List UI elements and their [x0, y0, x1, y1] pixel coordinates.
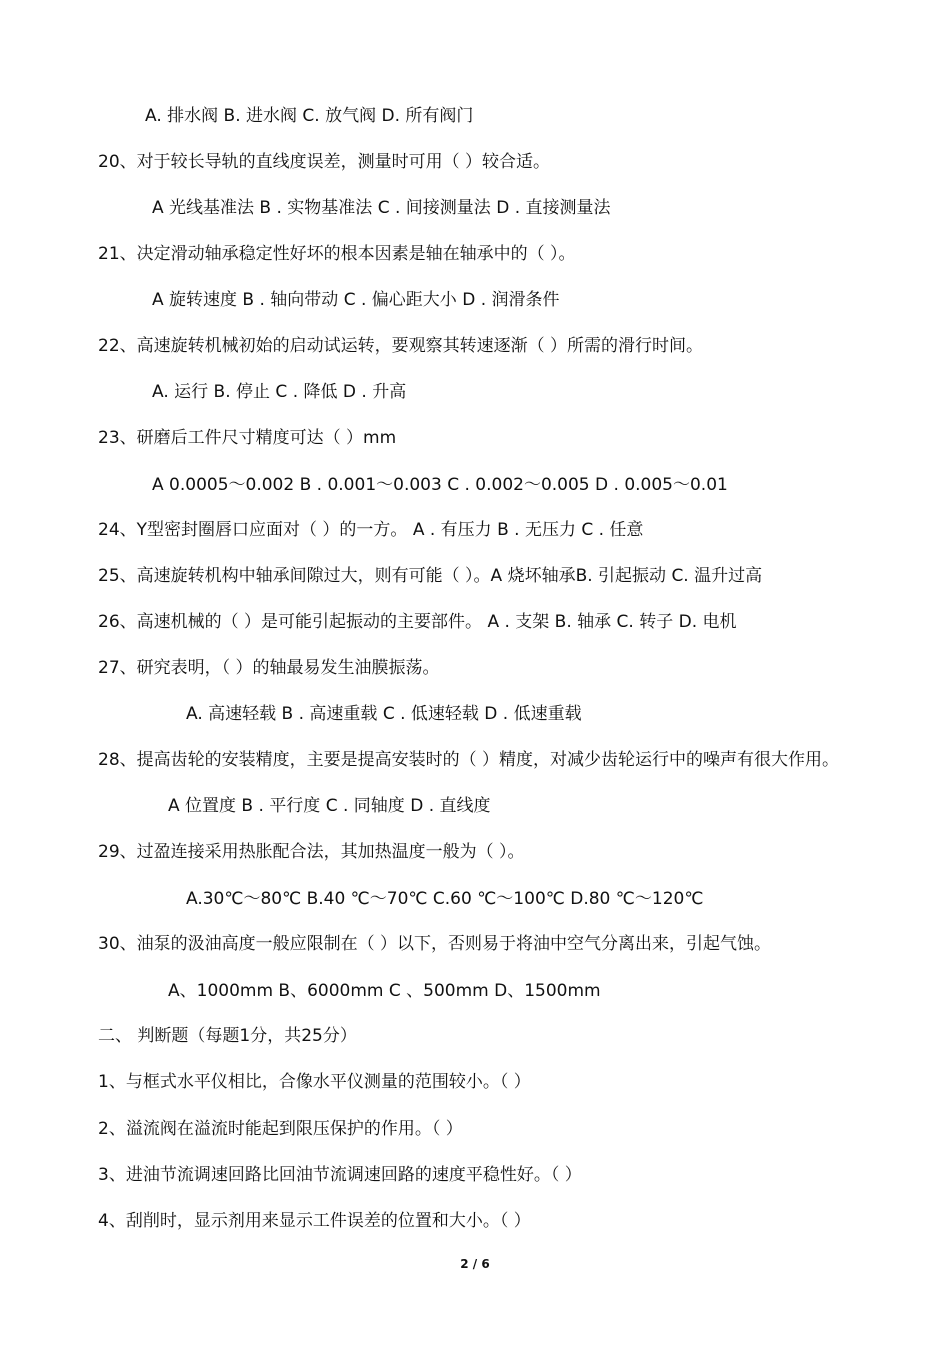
tf-item-4: 4、刮削时，显示剂用来显示工件误差的位置和大小。（ ） [98, 1211, 531, 1231]
tf-item-1: 1、与框式水平仪相比，合像水平仪测量的范围较小。（ ） [98, 1072, 531, 1092]
q21-question: 21、决定滑动轴承稳定性好坏的根本因素是轴在轴承中的（ ）。 [98, 244, 576, 264]
q28-options: A 位置度 B . 平行度 C . 同轴度 D . 直线度 [168, 796, 491, 816]
q29-options: A.30℃～80℃ B.40 ℃～70℃ C.60 ℃～100℃ D.80 ℃～120℃ [186, 889, 704, 909]
q27-question: 27、研究表明，（ ）的轴最易发生油膜振荡。 [98, 658, 440, 678]
q29-question: 29、过盈连接采用热胀配合法，其加热温度一般为（ ）。 [98, 842, 525, 862]
q24-question: 24、Y型密封圈唇口应面对（ ）的一方。 A . 有压力 B . 无压力 C . 任意 [98, 520, 644, 540]
q19-options: A. 排水阀 B. 进水阀 C. 放气阀 D. 所有阀门 [145, 106, 474, 126]
q28-question: 28、提高齿轮的安装精度，主要是提高安装时的（ ）精度，对减少齿轮运行中的噪声有很大作用。 [98, 750, 840, 770]
q30-options: A、1000mm B、6000mm C 、500mm D、1500mm [168, 981, 601, 1001]
q21-options: A 旋转速度 B . 轴向带动 C . 偏心距大小 D . 润滑条件 [152, 290, 560, 310]
q22-question: 22、高速旋转机械初始的启动试运转，要观察其转速逐渐（ ）所需的滑行时间。 [98, 336, 704, 356]
q30-question: 30、油泵的汲油高度一般应限制在（ ）以下，否则易于将油中空气分离出来，引起气蚀。 [98, 934, 772, 954]
q22-options: A. 运行 B. 停止 C . 降低 D . 升高 [152, 382, 407, 402]
page-number: 2 / 6 [460, 1257, 490, 1271]
section-heading: 二、 判断题（每题1分，共25分） [98, 1026, 357, 1046]
q20-question: 20、对于较长导轨的直线度误差，测量时可用（ ）较合适。 [98, 152, 551, 172]
q25-question: 25、高速旋转机构中轴承间隙过大，则有可能（ ）。A 烧坏轴承B. 引起振动 C. 温升过高 [98, 566, 763, 586]
tf-item-3: 3、进油节流调速回路比回油节流调速回路的速度平稳性好。（ ） [98, 1165, 582, 1185]
tf-item-2: 2、溢流阀在溢流时能起到限压保护的作用。（ ） [98, 1119, 463, 1139]
q20-options: A 光线基准法 B . 实物基准法 C . 间接测量法 D . 直接测量法 [152, 198, 611, 218]
q26-question: 26、高速机械的（ ）是可能引起振动的主要部件。 A . 支架 B. 轴承 C. 转子 D. 电机 [98, 612, 737, 632]
q27-options: A. 高速轻载 B . 高速重载 C . 低速轻载 D . 低速重载 [186, 704, 582, 724]
q23-options: A 0.0005～0.002 B . 0.001～0.003 C . 0.002～0.005 D . 0.005～0.01 [152, 475, 728, 495]
q23-question: 23、研磨后工件尺寸精度可达（ ）mm [98, 428, 397, 448]
